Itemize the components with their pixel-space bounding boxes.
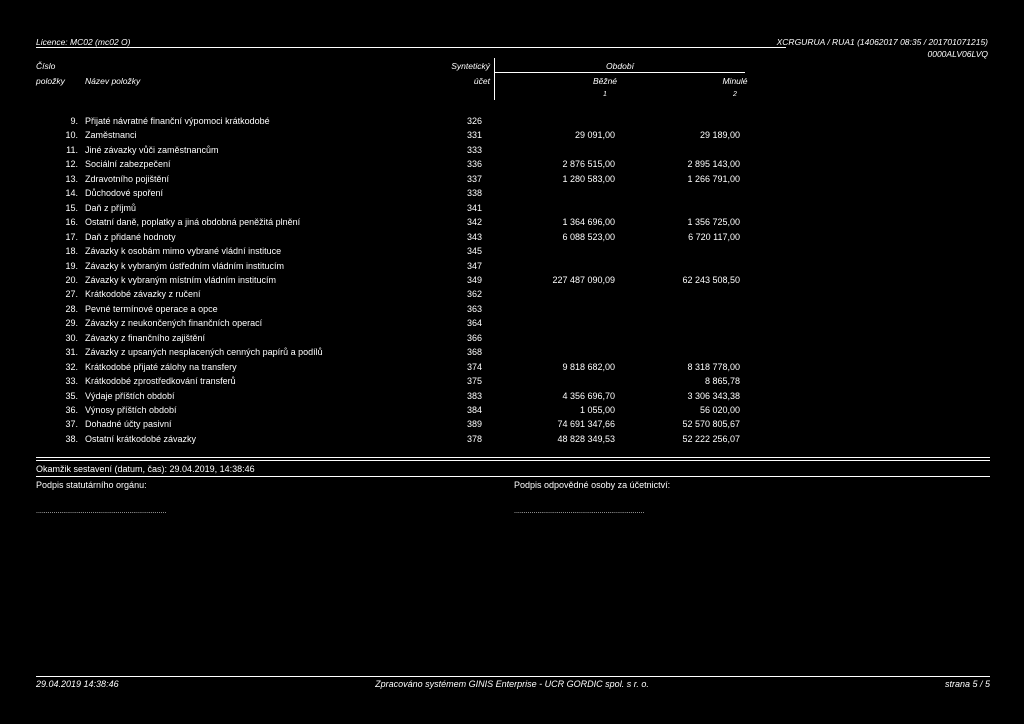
row-name: Zaměstnanci xyxy=(85,130,137,141)
row-previous-value: 3 306 343,38 xyxy=(687,390,740,401)
row-number: 32. xyxy=(65,361,78,372)
row-account: 338 xyxy=(467,188,483,199)
row-name: Závazky k vybraným místním vládním institucím xyxy=(85,274,277,285)
row-current-value: 2 876 515,00 xyxy=(562,159,615,170)
row-account: 366 xyxy=(467,332,483,343)
row-name: Výnosy příštích období xyxy=(85,405,177,415)
row-number: 14. xyxy=(65,188,78,199)
row-previous-value: 6 720 117,00 xyxy=(688,231,740,242)
row-name: Ostatní daně, poplatky a jiná obdobná peněžitá plnění xyxy=(85,217,301,228)
row-current-value: 1 364 696,00 xyxy=(562,217,615,228)
row-name: Závazky z neukončených finančních operací xyxy=(85,318,263,329)
col-header-bezne-num: 1 xyxy=(603,91,607,98)
row-name: Daň z příjmů xyxy=(85,202,137,213)
row-name: Sociální zabezpečení xyxy=(85,159,171,170)
col-header-ucet: účet xyxy=(473,76,490,86)
row-account: 343 xyxy=(467,231,483,242)
row-account: 342 xyxy=(467,217,483,228)
row-name: Závazky z finančního zajištění xyxy=(85,332,206,343)
col-header-minule-num: 2 xyxy=(733,91,737,98)
row-account: 375 xyxy=(467,376,483,387)
col-header-synteticky: Syntetický xyxy=(451,61,490,71)
row-number: 15. xyxy=(65,202,78,213)
row-previous-value: 1 266 791,00 xyxy=(687,173,740,184)
col-header-cislo: Číslo xyxy=(36,61,56,71)
podpis-ucetnictvi-label: Podpis odpovědné osoby za účetnictví: xyxy=(514,480,671,490)
row-number: 27. xyxy=(65,289,78,300)
row-account: 383 xyxy=(467,390,483,401)
row-name: Krátkodobé závazky z ručení xyxy=(85,289,201,300)
footer-rule xyxy=(36,676,990,677)
col-header-minule: Minulé xyxy=(722,76,748,86)
row-account: 347 xyxy=(467,260,483,271)
row-number: 29. xyxy=(65,318,78,329)
signature-line-right: ................................................................... xyxy=(514,508,645,515)
row-previous-value: 62 243 508,50 xyxy=(682,274,740,285)
row-account: 378 xyxy=(467,433,483,444)
row-name: Závazky z upsaných nesplacených cenných papírů a podílů xyxy=(85,347,323,358)
row-account: 349 xyxy=(467,274,483,285)
row-number: 17. xyxy=(65,231,78,242)
row-current-value: 1 280 583,00 xyxy=(562,173,615,184)
table-bottom-rule-2 xyxy=(36,460,990,461)
row-number: 38. xyxy=(65,433,78,444)
row-number: 16. xyxy=(65,217,78,228)
row-account: 345 xyxy=(467,246,483,256)
row-name: Zdravotního pojištění xyxy=(85,173,170,184)
col-header-bezne: Běžné xyxy=(592,76,618,86)
row-current-value: 1 055,00 xyxy=(579,405,615,415)
row-number: 9. xyxy=(70,116,78,126)
row-number: 10. xyxy=(65,130,78,141)
row-name: Výdaje příštích období xyxy=(85,390,175,401)
row-previous-value: 52 222 256,07 xyxy=(682,433,740,444)
row-name: Pevné termínové operace a opce xyxy=(85,303,218,314)
podpis-statutarni-label: Podpis statutárního orgánu: xyxy=(36,480,147,490)
row-previous-value: 8 318 778,00 xyxy=(687,361,740,372)
header-divider xyxy=(494,58,495,100)
row-account: 389 xyxy=(467,419,483,430)
row-name: Jiné závazky vůči zaměstnancům xyxy=(85,144,219,155)
row-account: 336 xyxy=(467,159,483,170)
signature-line-left: ................................................................... xyxy=(36,508,167,515)
row-current-value: 4 356 696,70 xyxy=(562,390,615,401)
signature-rule xyxy=(36,476,990,477)
row-number: 28. xyxy=(65,303,78,314)
row-account: 363 xyxy=(467,303,483,314)
row-number: 20. xyxy=(65,274,78,285)
row-current-value: 6 088 523,00 xyxy=(562,231,615,242)
row-current-value: 74 691 347,66 xyxy=(557,419,615,430)
row-name: Ostatní krátkodobé závazky xyxy=(85,433,197,444)
okamzik-sestaveni: Okamžik sestavení (datum, čas): 29.04.2019, 14:38:46 xyxy=(36,464,255,474)
row-account: 333 xyxy=(467,144,483,155)
row-name: Závazky k vybraným ústředním vládním institucím xyxy=(85,260,285,271)
row-number: 35. xyxy=(65,390,78,401)
row-previous-value: 1 356 725,00 xyxy=(687,217,740,228)
row-previous-value: 8 865,78 xyxy=(704,376,740,387)
row-account: 337 xyxy=(467,173,483,184)
row-current-value: 48 828 349,53 xyxy=(557,433,615,444)
footer-timestamp: 29.04.2019 14:38:46 xyxy=(36,679,119,689)
row-name: Krátkodobé přijaté zálohy na transfery xyxy=(85,361,237,372)
row-name: Dohadné účty pasivní xyxy=(85,419,172,430)
row-number: 30. xyxy=(65,332,78,343)
col-header-obdobi: Období xyxy=(606,61,634,71)
row-number: 13. xyxy=(65,173,78,184)
row-previous-value: 52 570 805,67 xyxy=(682,419,740,430)
row-name: Krátkodobé zprostředkování transferů xyxy=(85,376,236,387)
header-top-rule xyxy=(36,47,786,48)
row-number: 31. xyxy=(65,347,78,358)
row-previous-value: 2 895 143,00 xyxy=(687,159,740,170)
row-number: 37. xyxy=(65,419,78,430)
row-number: 12. xyxy=(65,159,78,170)
row-number: 18. xyxy=(65,246,78,256)
document-id: 0000ALV06LVQ xyxy=(927,49,988,59)
row-current-value: 227 487 090,09 xyxy=(552,274,615,285)
row-name: Důchodové spoření xyxy=(85,188,164,199)
footer-page-number: strana 5 / 5 xyxy=(944,679,990,689)
row-account: 374 xyxy=(467,361,483,372)
row-account: 331 xyxy=(467,130,483,141)
table-bottom-rule xyxy=(36,457,990,458)
col-header-polozky: položky xyxy=(36,76,65,86)
row-previous-value: 29 189,00 xyxy=(699,130,740,141)
col-header-nazev: Název položky xyxy=(85,76,141,86)
row-account: 341 xyxy=(467,202,483,213)
row-number: 11. xyxy=(66,144,78,155)
row-previous-value: 56 020,00 xyxy=(699,405,740,415)
row-account: 368 xyxy=(467,347,483,358)
report-code: XCRGURUA / RUA1 (14062017 08:35 / 201701071215) xyxy=(776,37,988,47)
footer-processed-by: Zpracováno systémem GINIS Enterprise - UCR GORDIC spol. s r. o. xyxy=(375,679,649,689)
row-account: 362 xyxy=(467,289,483,300)
row-name: Daň z přidané hodnoty xyxy=(85,231,176,242)
row-current-value: 29 091,00 xyxy=(574,130,615,141)
obdobi-rule xyxy=(495,72,745,73)
row-account: 384 xyxy=(467,405,483,415)
row-name: Přijaté návratné finanční výpomoci krátkodobé xyxy=(85,116,270,126)
row-account: 326 xyxy=(467,116,483,126)
row-current-value: 9 818 682,00 xyxy=(562,361,615,372)
licence-text: Licence: MC02 (mc02 O) xyxy=(36,37,131,47)
row-account: 364 xyxy=(467,318,483,329)
row-number: 33. xyxy=(65,376,78,387)
row-name: Závazky k osobám mimo vybrané vládní instituce xyxy=(85,246,282,256)
row-number: 19. xyxy=(65,260,78,271)
row-number: 36. xyxy=(65,405,78,415)
